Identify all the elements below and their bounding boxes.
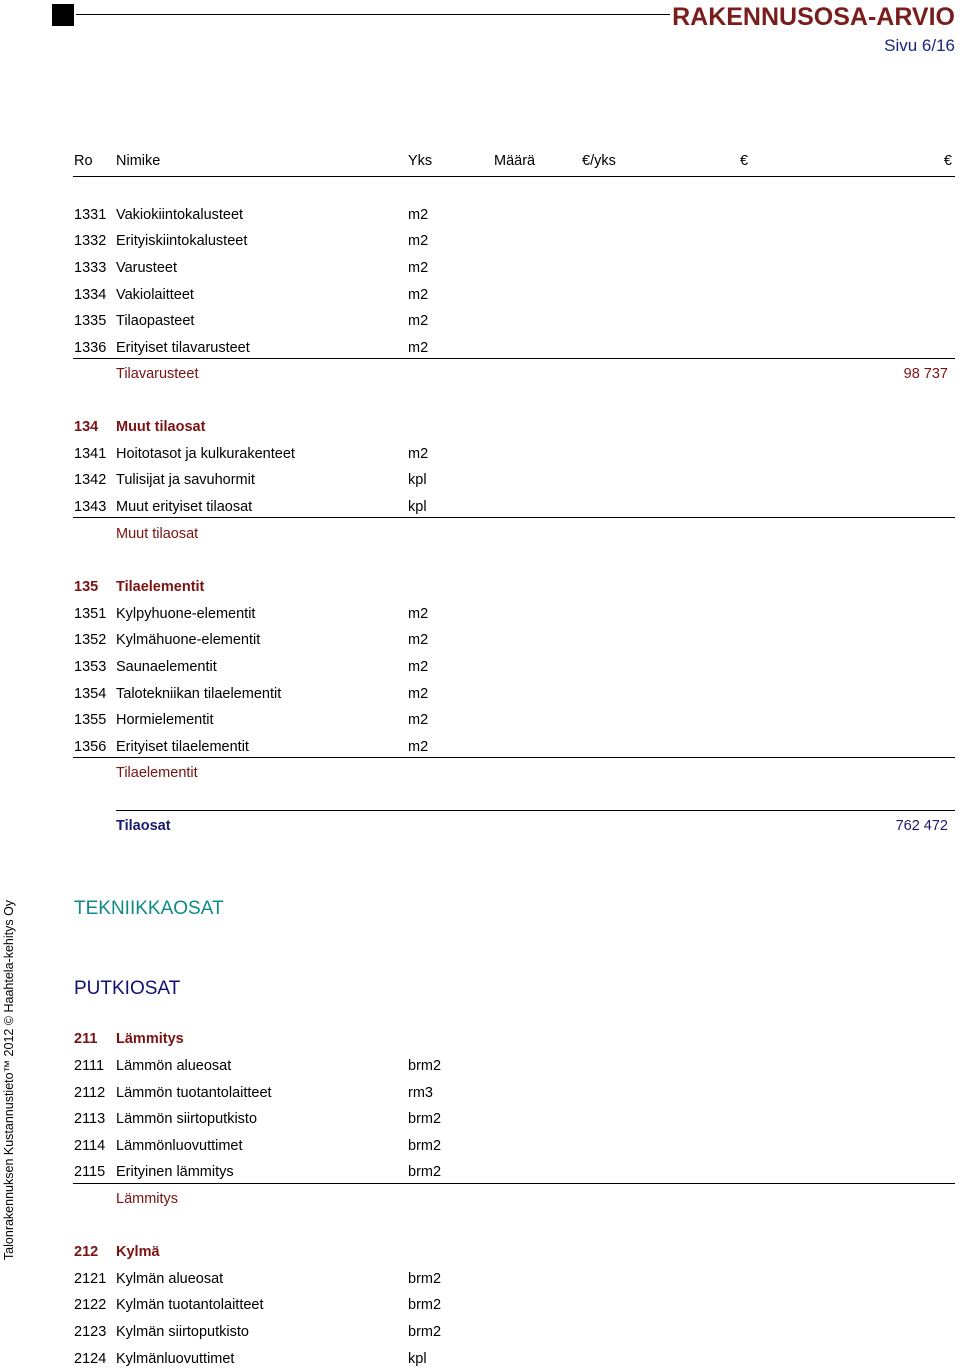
row-name: Tilaopasteet [116,313,195,329]
row-name: Kylmän tuotantolaitteet [116,1297,264,1313]
subtotal-label: Tilaelementit [116,765,198,781]
subtotal-rule [73,358,955,359]
row-ro: 1354 [74,686,107,702]
row-unit: m2 [408,287,429,303]
row-name: Erityiset tilaelementit [116,739,249,755]
row-unit: m2 [408,686,429,702]
row-name: Muut erityiset tilaosat [116,499,253,515]
total-value: 762 472 [895,818,948,834]
row-name: Saunaelementit [116,659,217,675]
row-name: Tulisijat ja savuhormit [116,472,255,488]
row-name: Lämmön tuotantolaitteet [116,1085,272,1101]
row-unit: m2 [408,739,429,755]
row-name: Erityiskiintokalusteet [116,233,248,249]
page-number: Sivu 6/16 [884,36,955,55]
row-name: Erityinen lämmitys [116,1164,234,1180]
subtotal-label: Lämmitys [116,1191,179,1207]
heading-putkiosat: PUTKIOSAT [74,978,181,999]
row-ro: 1353 [74,659,107,675]
column-ro: Ro [74,153,93,169]
row-ro: 2124 [74,1351,107,1367]
row-name: Lämmön siirtoputkisto [116,1111,258,1127]
row-name: Varusteet [116,260,177,276]
row-ro: 1335 [74,313,107,329]
column-euro-2: € [943,153,952,169]
section-title: Lämmitys [116,1031,184,1047]
row-name: Lämmönluovuttimet [116,1138,243,1154]
row-ro: 1355 [74,712,107,728]
row-name: Vakiokiintokalusteet [116,207,244,223]
row-unit: m2 [408,712,429,728]
row-unit: kpl [408,1351,427,1367]
section-title: Tilaelementit [116,579,205,595]
row-unit: m2 [408,340,429,356]
row-ro: 2123 [74,1324,107,1340]
subtotal-label: Tilavarusteet [116,366,199,382]
heading-tekniikkaosat: TEKNIIKKAOSAT [74,898,224,919]
row-ro: 2113 [74,1111,106,1127]
row-unit: brm2 [408,1111,442,1127]
row-ro: 1336 [74,340,107,356]
row-unit: m2 [408,446,429,462]
total-rule [116,810,955,811]
row-name: Kylmänluovuttimet [116,1351,235,1367]
row-ro: 1334 [74,287,107,303]
column-price-per-unit: €/yks [582,153,616,169]
row-unit: brm2 [408,1058,442,1074]
row-ro: 1356 [74,739,107,755]
header-black-square [52,4,74,26]
column-euro-1: € [740,153,749,169]
row-ro: 1351 [74,606,107,622]
subtotal-label: Muut tilaosat [116,526,199,542]
row-ro: 2112 [74,1085,106,1101]
column-maara: Määrä [494,153,536,169]
section-title: Muut tilaosat [116,419,206,435]
row-unit: brm2 [408,1164,442,1180]
row-ro: 2114 [74,1138,106,1154]
section-code: 212 [74,1244,99,1260]
row-name: Lämmön alueosat [116,1058,232,1074]
row-name: Kylmän alueosat [116,1271,224,1287]
row-ro: 2115 [74,1164,106,1180]
row-unit: brm2 [408,1271,442,1287]
row-name: Hoitotasot ja kulkurakenteet [116,446,295,462]
row-unit: m2 [408,632,429,648]
row-name: Talotekniikan tilaelementit [116,686,282,702]
section-code: 134 [74,419,99,435]
total-label: Tilaosat [116,818,171,834]
column-nimike: Nimike [116,153,161,169]
row-name: Kylpyhuone-elementit [116,606,256,622]
row-unit: brm2 [408,1324,442,1340]
row-unit: m2 [408,313,429,329]
row-name: Erityiset tilavarusteet [116,340,250,356]
row-name: Kylmän siirtoputkisto [116,1324,249,1340]
row-ro: 1342 [74,472,107,488]
row-ro: 1341 [74,446,107,462]
row-unit: kpl [408,472,427,488]
row-unit: brm2 [408,1297,442,1313]
row-name: Hormielementit [116,712,214,728]
row-unit: m2 [408,207,429,223]
row-ro: 1352 [74,632,107,648]
header-rule [76,14,670,15]
row-ro: 1343 [74,499,107,515]
subtotal-rule [73,517,955,518]
row-unit: m2 [408,659,429,675]
section-code: 135 [74,579,99,595]
copyright-side-note: Talonrakennuksen Kustannustieto™ 2012 © Haahtela-kehitys Oy [2,899,16,1261]
subtotal-rule [73,757,955,758]
row-ro: 2111 [74,1058,105,1074]
row-unit: brm2 [408,1138,442,1154]
column-yks: Yks [408,153,433,169]
row-name: Vakiolaitteet [116,287,194,303]
row-unit: m2 [408,233,429,249]
row-ro: 1332 [74,233,107,249]
row-ro: 1333 [74,260,107,276]
row-ro: 2122 [74,1297,107,1313]
section-title: Kylmä [116,1244,160,1260]
document-title: RAKENNUSOSA-ARVIO [672,3,955,31]
section-code: 211 [74,1031,98,1047]
header-divider [73,176,955,177]
subtotal-rule [73,1183,955,1184]
row-unit: m2 [408,260,429,276]
row-name: Kylmähuone-elementit [116,632,261,648]
row-ro: 2121 [74,1271,107,1287]
subtotal-value: 98 737 [903,366,948,382]
row-unit: kpl [408,499,427,515]
row-unit: rm3 [408,1085,433,1101]
row-ro: 1331 [74,207,107,223]
row-unit: m2 [408,606,429,622]
